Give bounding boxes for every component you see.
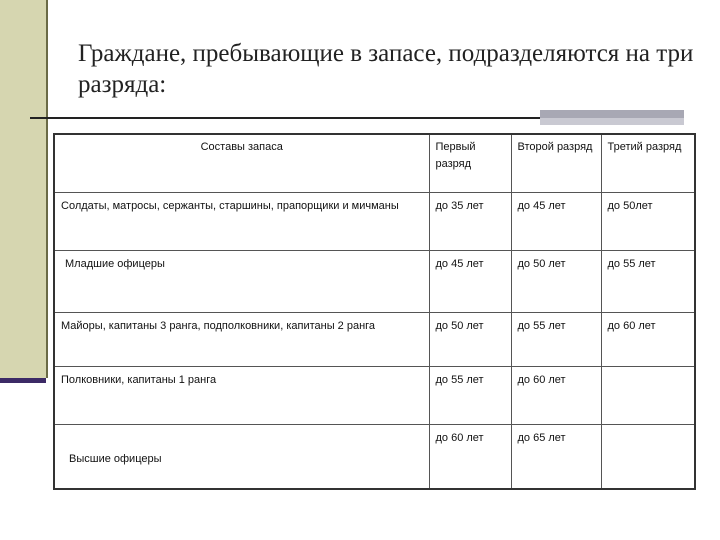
cell-second: до 60 лет [511,366,601,424]
cell-first: до 55 лет [429,366,511,424]
table-row [54,424,695,489]
cell-first: до 45 лет [429,250,511,312]
left-decor-bar [0,0,46,378]
table-row [54,366,695,424]
cell-third: до 60 лет [601,312,695,366]
table-row [54,250,695,312]
divider-accent-lower [540,118,684,125]
cell-third [601,366,695,424]
cell-second: до 65 лет [511,424,601,489]
row-label: Младшие офицеры [54,250,429,312]
cell-second: до 45 лет [511,192,601,250]
header-second-category: Второй разряд [511,134,601,192]
table-row [54,312,695,366]
cell-second: до 50 лет [511,250,601,312]
header-composition: Составы запаса [54,134,429,192]
cell-second: до 55 лет [511,312,601,366]
reserve-categories-table [53,133,696,490]
row-label: Майоры, капитаны 3 ранга, подполковники, капитаны 2 ранга [54,312,429,366]
row-label: Полковники, капитаны 1 ранга [54,366,429,424]
cell-first: до 35 лет [429,192,511,250]
slide-title: Граждане, пребывающие в запасе, подразделяются на три разряда: [78,40,694,98]
cell-third: до 50лет [601,192,695,250]
cell-third: до 55 лет [601,250,695,312]
left-decor-foot [0,378,46,383]
cell-third [601,424,695,489]
row-label: Высшие офицеры [54,424,429,489]
table-row [54,192,695,250]
header-first-category: Первый разряд [429,134,511,192]
row-label: Солдаты, матросы, сержанты, старшины, прапорщики и мичманы [54,192,429,250]
left-decor-line [46,0,48,378]
divider-accent [540,110,684,118]
table-header-row [54,134,695,192]
header-third-category: Третий разряд [601,134,695,192]
cell-first: до 50 лет [429,312,511,366]
cell-first: до 60 лет [429,424,511,489]
